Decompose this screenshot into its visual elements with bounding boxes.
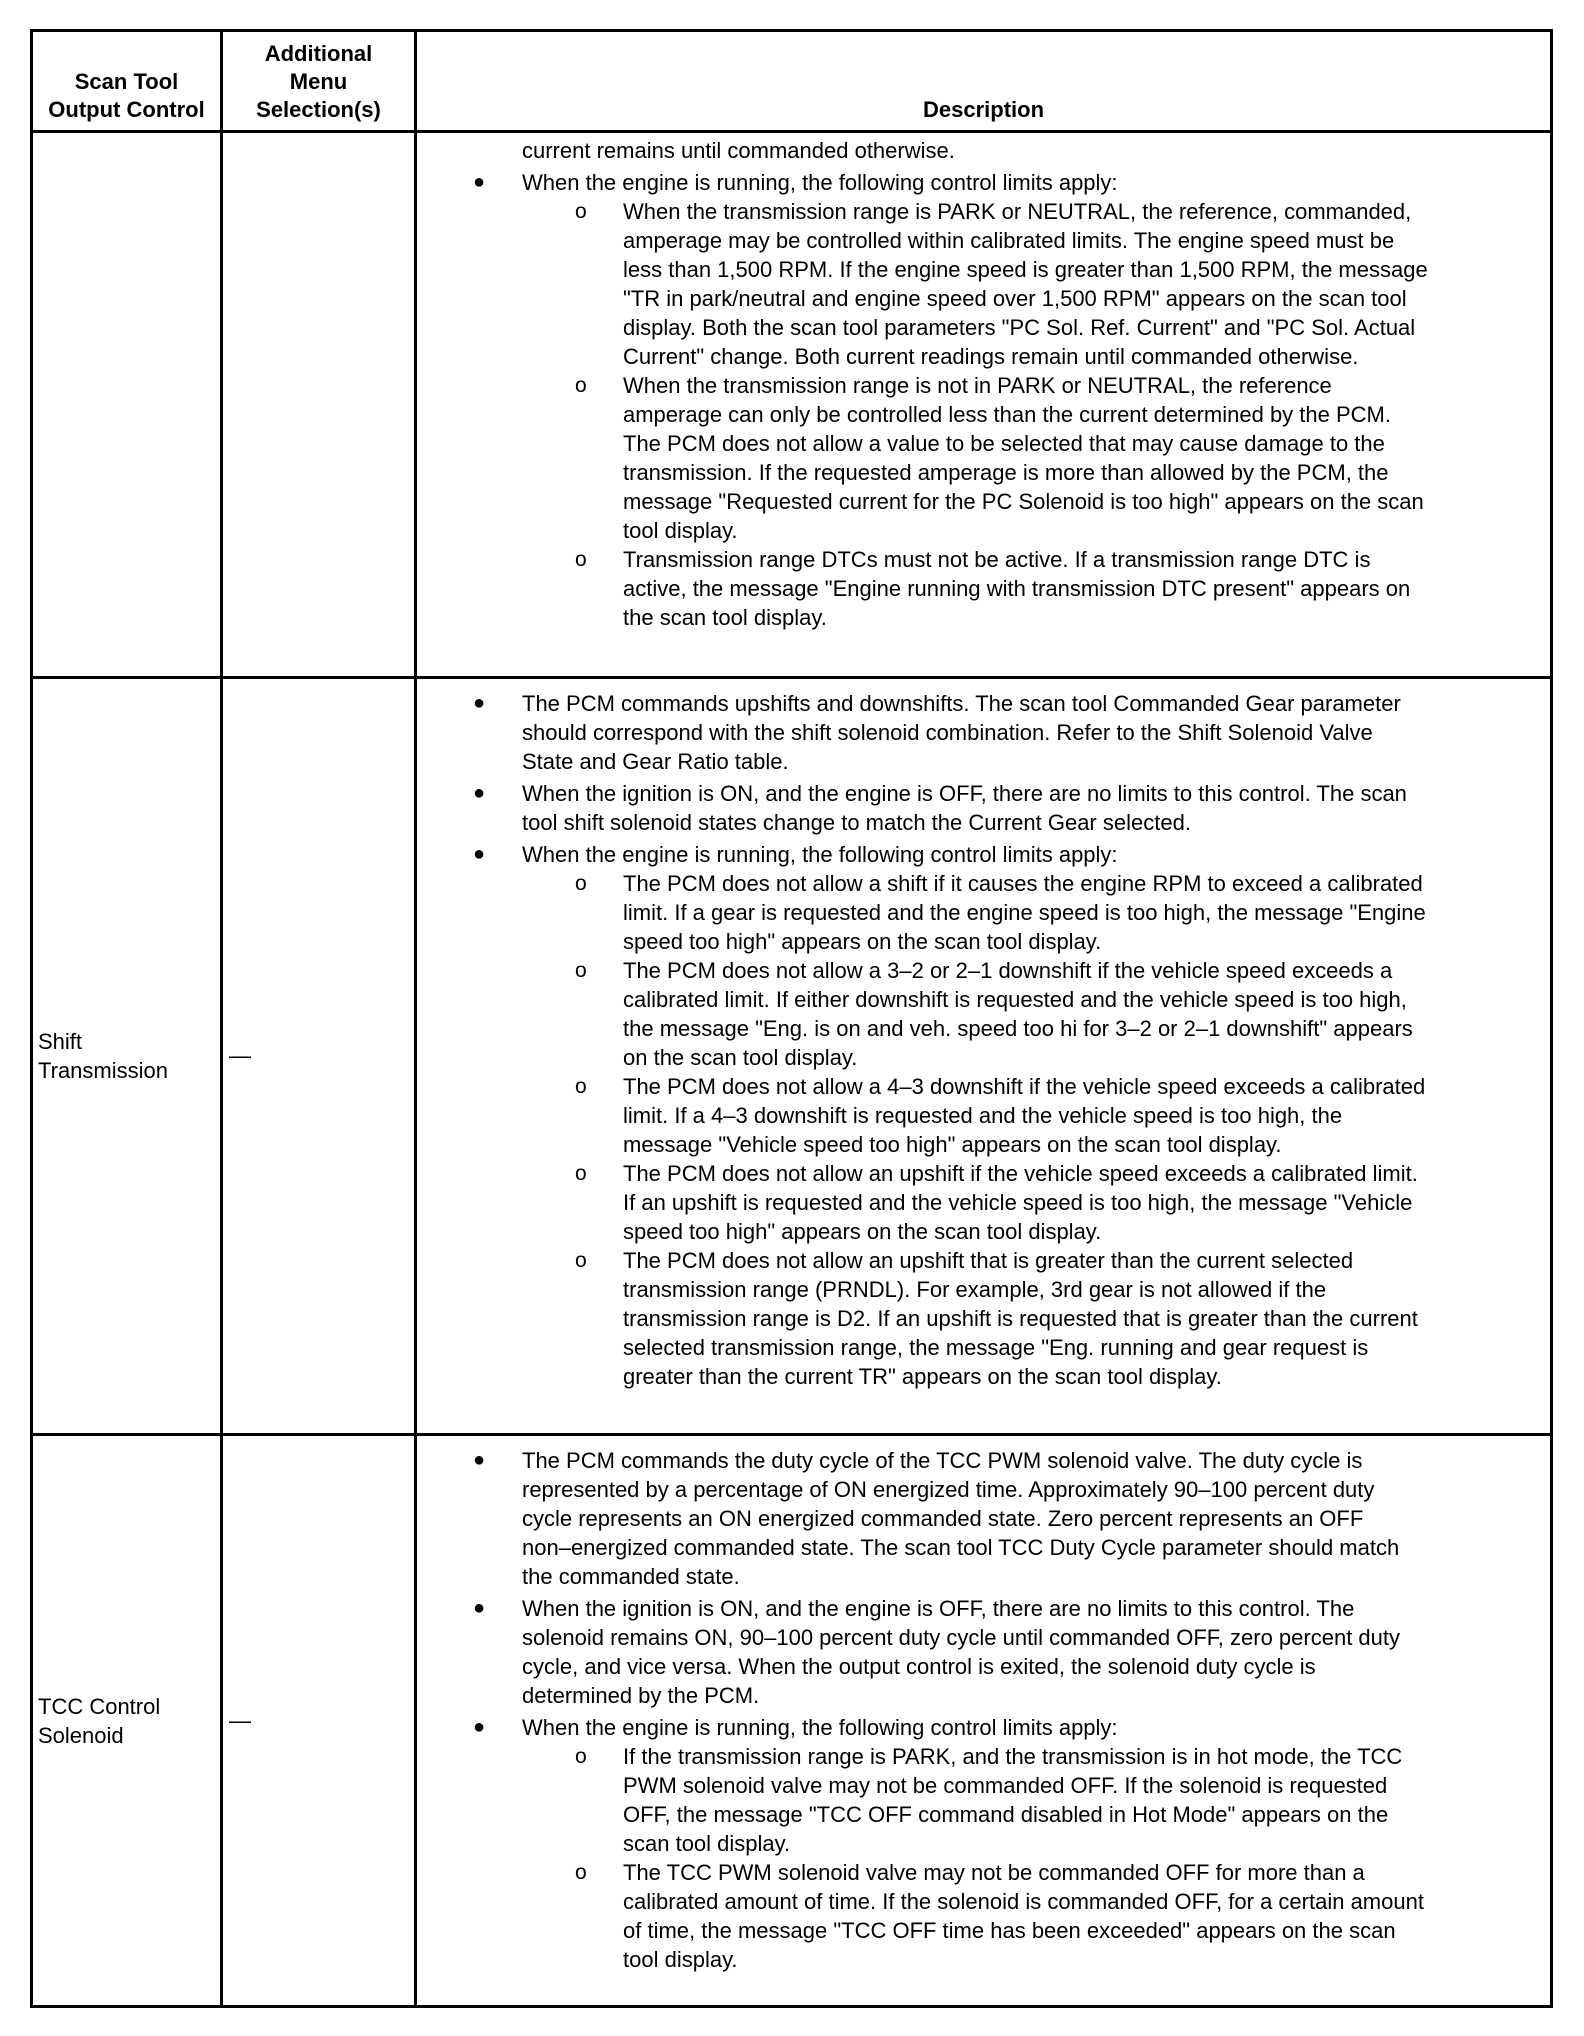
text-line: When the ignition is ON, and the engine is OFF, there are no limits to this control. The scan	[522, 781, 1407, 806]
text-line: of time, the message "TCC OFF time has been exceeded" appears on the scan	[623, 1918, 1396, 1943]
description-cell	[416, 678, 1552, 1435]
menu-selection	[222, 132, 416, 678]
header-scan-tool-output-control	[32, 31, 222, 132]
sub-bullet-item	[522, 371, 1544, 545]
bullet-item	[417, 779, 1544, 837]
text-line: The PCM does not allow a 3–2 or 2–1 downshift if the vehicle speed exceeds a	[623, 958, 1393, 983]
circle-bullet-icon: o	[575, 374, 587, 397]
header-additional-menu-selections	[222, 31, 416, 132]
text-line: greater than the current TR" appears on the scan tool display.	[623, 1364, 1222, 1389]
menu-selection: —	[222, 1435, 416, 2007]
text-line: the commanded state.	[522, 1564, 740, 1589]
bullet-icon: ●	[473, 843, 486, 865]
header-line: Description	[922, 97, 1045, 122]
text-line: When the engine is running, the following control limits apply:	[522, 1715, 1118, 1740]
text-line: limit. If a gear is requested and the engine speed is too high, the message "Engine	[623, 900, 1426, 925]
text-line: represented by a percentage of ON energized time. Approximately 90–100 percent duty	[522, 1477, 1375, 1502]
text-line: the scan tool display.	[623, 605, 827, 630]
header-line: Menu	[289, 69, 348, 94]
text-line: display. Both the scan tool parameters "PC Sol. Ref. Current" and "PC Sol. Actual	[623, 315, 1416, 340]
table-row	[32, 1435, 1552, 2007]
description-cell	[416, 1435, 1552, 2007]
bullet-list	[417, 1446, 1544, 1974]
circle-bullet-icon: o	[575, 1075, 587, 1098]
text-line: scan tool display.	[623, 1831, 791, 1856]
table-header-row	[32, 31, 1552, 132]
bullet-item	[417, 1446, 1544, 1591]
sub-bullet-item	[522, 956, 1544, 1072]
bullet-icon: ●	[473, 782, 486, 804]
text-line: transmission range is D2. If an upshift is requested that is greater than the current	[623, 1306, 1418, 1331]
text-line: tool display.	[623, 1947, 738, 1972]
text-line: message "Vehicle speed too high" appears on the scan tool display.	[623, 1132, 1282, 1157]
bullet-list	[417, 168, 1544, 632]
text-line: determined by the PCM.	[522, 1683, 760, 1708]
circle-bullet-icon: o	[575, 1249, 587, 1272]
bullet-icon: ●	[473, 692, 486, 714]
text-line: The PCM does not allow a value to be selected that may cause damage to the	[623, 431, 1385, 456]
text-line: The PCM commands the duty cycle of the TCC PWM solenoid valve. The duty cycle is	[522, 1448, 1363, 1473]
text-line: The PCM does not allow an upshift if the vehicle speed exceeds a calibrated limit.	[623, 1161, 1418, 1186]
bullet-item	[417, 168, 1544, 632]
text-line: The TCC PWM solenoid valve may not be commanded OFF for more than a	[623, 1860, 1365, 1885]
text-line: amperage can only be controlled less than the current determined by the PCM.	[623, 402, 1391, 427]
table-row	[32, 678, 1552, 1435]
output-control-table	[30, 29, 1553, 2008]
menu-selection: —	[222, 678, 416, 1435]
text-line: the message "Eng. is on and veh. speed too hi for 3–2 or 2–1 downshift" appears	[623, 1016, 1413, 1041]
bullet-list	[417, 689, 1544, 1391]
text-line: The PCM does not allow an upshift that is greater than the current selected	[623, 1248, 1354, 1273]
bullet-item	[417, 840, 1544, 1391]
sub-bullet-item	[522, 197, 1544, 371]
text-line: PWM solenoid valve may not be commanded OFF. If the solenoid is requested	[623, 1773, 1388, 1798]
text-line: The PCM does not allow a shift if it causes the engine RPM to exceed a calibrated	[623, 871, 1423, 896]
text-line: amperage may be controlled within calibrated limits. The engine speed must be	[623, 228, 1395, 253]
text-line: TCC Control	[38, 1693, 161, 1719]
text-line: When the engine is running, the following control limits apply:	[522, 170, 1118, 195]
text-line: When the transmission range is PARK or NEUTRAL, the reference, commanded,	[623, 199, 1412, 224]
text-line: tool display.	[623, 518, 738, 543]
text-line: cycle, and vice versa. When the output control is exited, the solenoid duty cycle is	[522, 1654, 1316, 1679]
bullet-item	[417, 1713, 1544, 1974]
text-line: should correspond with the shift solenoid combination. Refer to the Shift Solenoid Valve	[522, 720, 1373, 745]
text-line: message "Requested current for the PC Solenoid is too high" appears on the scan	[623, 489, 1424, 514]
continuation-text: current remains until commanded otherwise.	[522, 138, 955, 163]
sub-bullet-list	[522, 197, 1544, 632]
text-line: calibrated limit. If either downshift is requested and the vehicle speed is too high,	[623, 987, 1407, 1012]
text-line: The PCM does not allow a 4–3 downshift if the vehicle speed exceeds a calibrated	[623, 1074, 1426, 1099]
text-line: OFF, the message "TCC OFF command disabled in Hot Mode" appears on the	[623, 1802, 1389, 1827]
text-line: solenoid remains ON, 90–100 percent duty cycle until commanded OFF, zero percent duty	[522, 1625, 1401, 1650]
text-line: on the scan tool display.	[623, 1045, 858, 1070]
text-line: cycle represents an ON energized commanded state. Zero percent represents an OFF	[522, 1506, 1364, 1531]
sub-bullet-item	[522, 545, 1544, 632]
sub-bullet-item	[522, 869, 1544, 956]
circle-bullet-icon: o	[575, 1745, 587, 1768]
header-line: Output Control	[48, 97, 205, 122]
bullet-icon: ●	[473, 1597, 486, 1619]
bullet-icon: ●	[473, 1716, 486, 1738]
text-line: Transmission range DTCs must not be active. If a transmission range DTC is	[623, 547, 1371, 572]
text-line: The PCM commands upshifts and downshifts. The scan tool Commanded Gear parameter	[522, 691, 1401, 716]
text-line: If the transmission range is PARK, and the transmission is in hot mode, the TCC	[623, 1744, 1403, 1769]
circle-bullet-icon: o	[575, 959, 587, 982]
text-line: State and Gear Ratio table.	[522, 749, 789, 774]
circle-bullet-icon: o	[575, 548, 587, 571]
sub-bullet-list	[522, 1742, 1544, 1974]
text-line: less than 1,500 RPM. If the engine speed is greater than 1,500 RPM, the message	[623, 257, 1428, 282]
text-line: limit. If a 4–3 downshift is requested and the vehicle speed is too high, the	[623, 1103, 1343, 1128]
bullet-icon: ●	[473, 171, 486, 193]
text-line: speed too high" appears on the scan tool display.	[623, 1219, 1102, 1244]
circle-bullet-icon: o	[575, 872, 587, 895]
text-line: transmission range (PRNDL). For example, 3rd gear is not allowed if the	[623, 1277, 1327, 1302]
sub-bullet-list	[522, 869, 1544, 1391]
circle-bullet-icon: o	[575, 200, 587, 223]
circle-bullet-icon: o	[575, 1162, 587, 1185]
text-line: active, the message "Engine running with transmission DTC present" appears on	[623, 576, 1411, 601]
header-description	[416, 31, 1552, 132]
bullet-item	[417, 689, 1544, 776]
bullet-icon: ●	[473, 1449, 486, 1471]
sub-bullet-item	[522, 1742, 1544, 1858]
sub-bullet-item	[522, 1159, 1544, 1246]
text-line: transmission. If the requested amperage is more than allowed by the PCM, the	[623, 460, 1389, 485]
output-control-label	[32, 678, 222, 1435]
text-line: selected transmission range, the message "Eng. running and gear request is	[623, 1335, 1369, 1360]
text-line: Solenoid	[38, 1722, 124, 1748]
output-control-label	[32, 1435, 222, 2007]
description-cell	[416, 132, 1552, 678]
text-line: calibrated amount of time. If the solenoid is commanded OFF, for a certain amount	[623, 1889, 1424, 1914]
sub-bullet-item	[522, 1858, 1544, 1974]
circle-bullet-icon: o	[575, 1861, 587, 1884]
text-line: Shift	[38, 1029, 83, 1054]
output-control-label	[32, 132, 222, 678]
text-line: Transmission	[38, 1058, 168, 1083]
sub-bullet-item	[522, 1072, 1544, 1159]
text-line: non–energized commanded state. The scan tool TCC Duty Cycle parameter should match	[522, 1535, 1400, 1560]
bullet-item	[417, 1594, 1544, 1710]
text-line: "TR in park/neutral and engine speed over 1,500 RPM" appears on the scan tool	[623, 286, 1407, 311]
text-line: When the transmission range is not in PARK or NEUTRAL, the reference	[623, 373, 1332, 398]
text-line: If an upshift is requested and the vehicle speed is too high, the message "Vehicle	[623, 1190, 1413, 1215]
table-row	[32, 132, 1552, 678]
text-line: When the engine is running, the following control limits apply:	[522, 842, 1118, 867]
text-line: Current" change. Both current readings remain until commanded otherwise.	[623, 344, 1359, 369]
header-line: Scan Tool	[74, 69, 179, 94]
text-line: tool shift solenoid states change to match the Current Gear selected.	[522, 810, 1191, 835]
header-line: Selection(s)	[256, 97, 381, 122]
header-line: Additional	[264, 41, 373, 66]
sub-bullet-item	[522, 1246, 1544, 1391]
text-line: When the ignition is ON, and the engine is OFF, there are no limits to this control. The	[522, 1596, 1355, 1621]
text-line: speed too high" appears on the scan tool display.	[623, 929, 1102, 954]
